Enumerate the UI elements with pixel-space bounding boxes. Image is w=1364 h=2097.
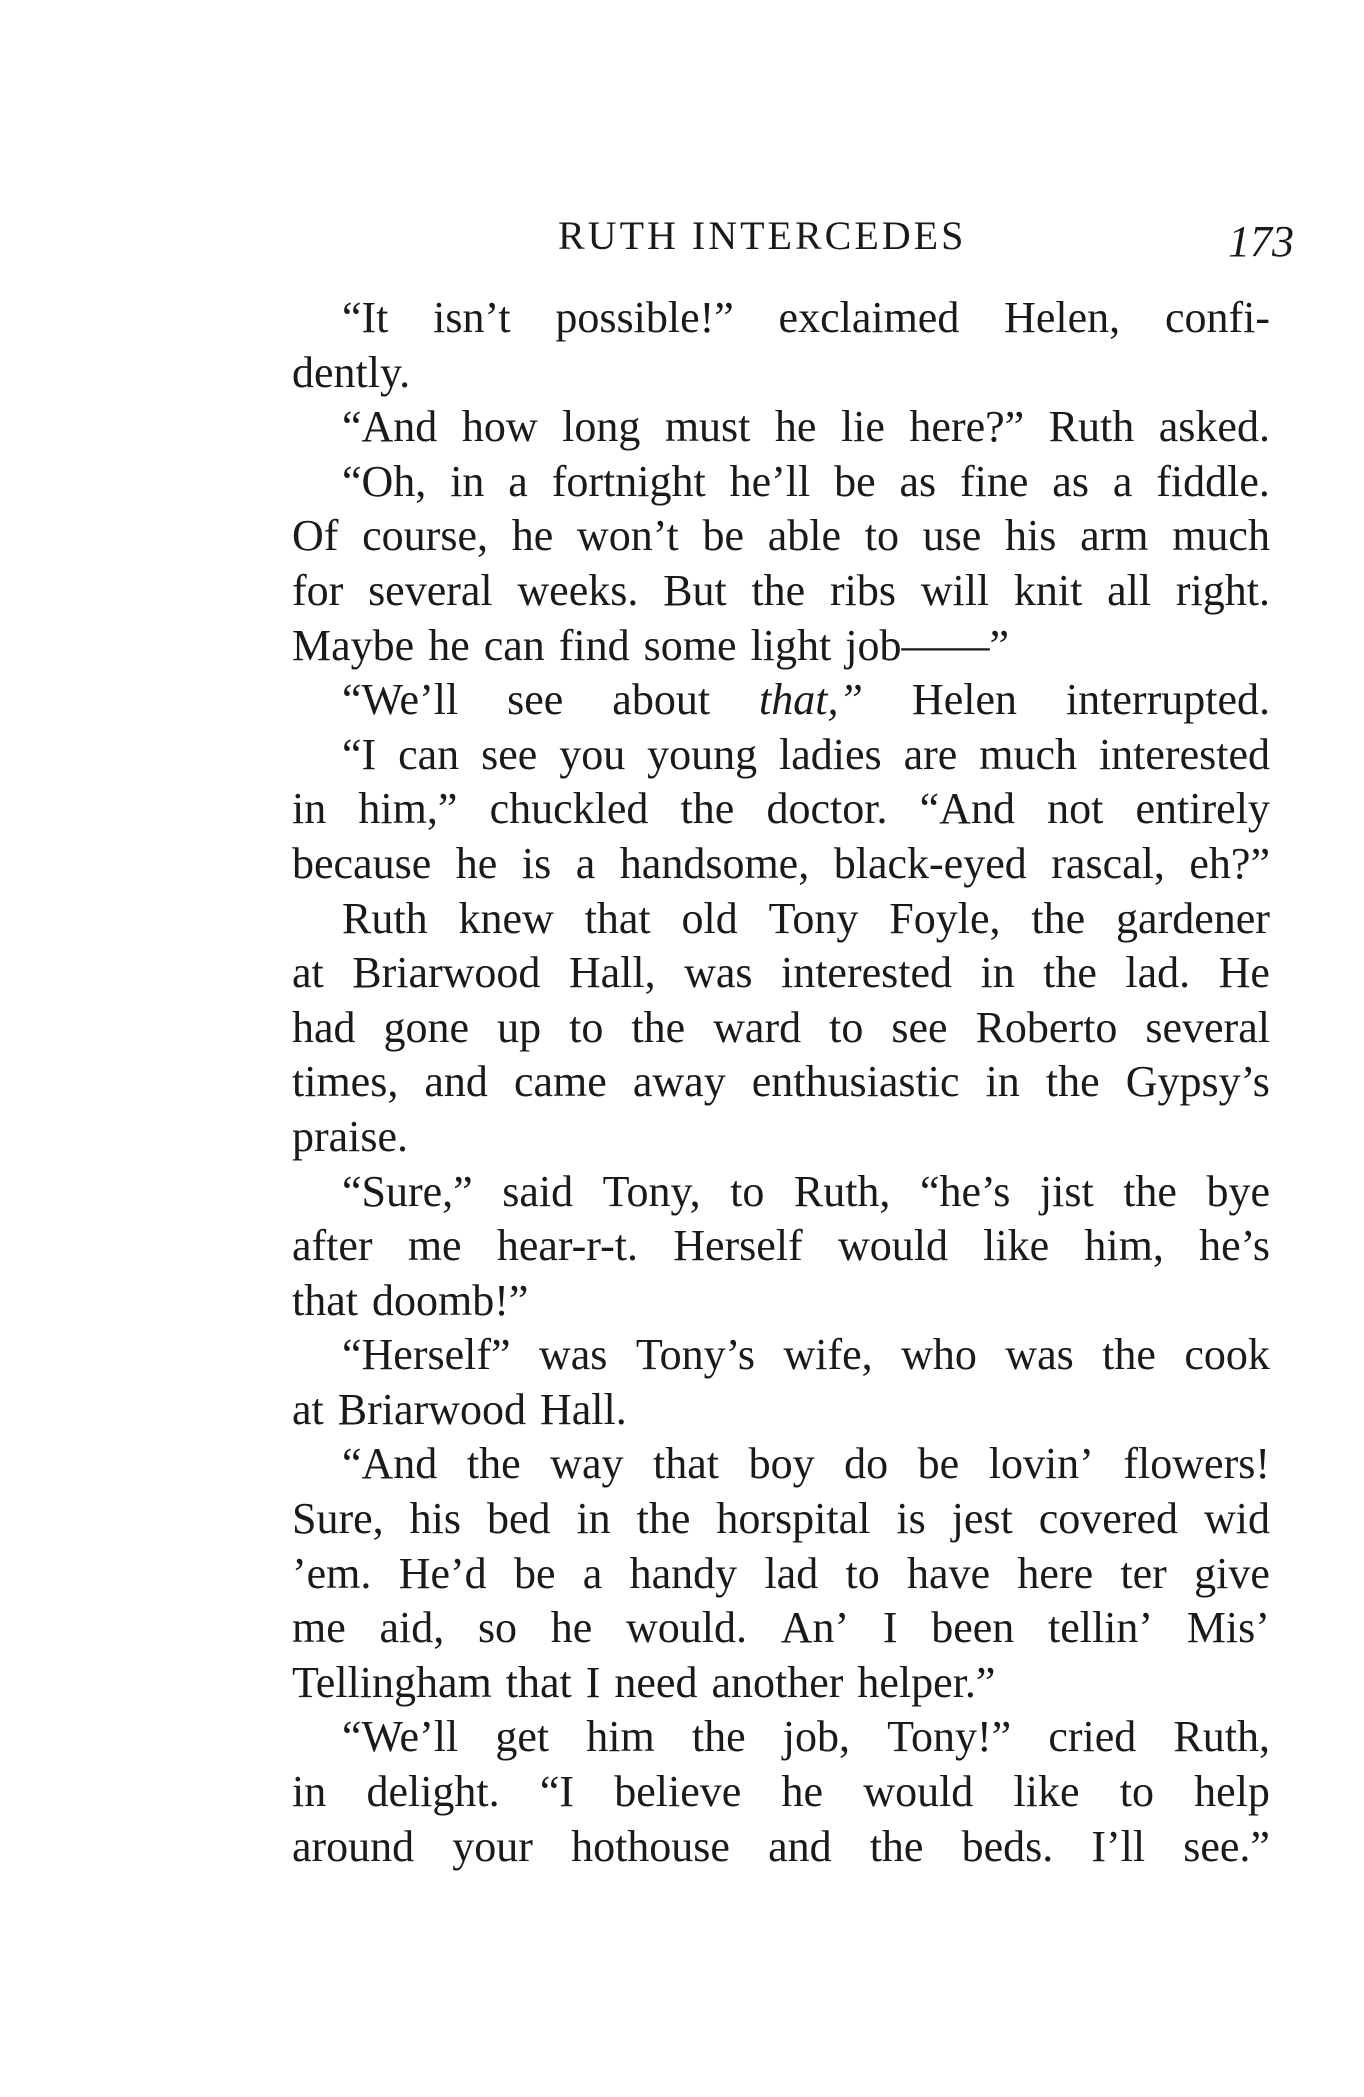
word: interrupted.: [1065, 675, 1270, 725]
word: tellin’: [1047, 1603, 1154, 1653]
word: some: [643, 620, 737, 670]
word: in: [292, 784, 327, 834]
word: boy: [748, 1439, 815, 1489]
word: ter: [1120, 1548, 1167, 1598]
text-line: [292, 1274, 1270, 1329]
word: here: [1017, 1548, 1094, 1598]
word: was: [684, 948, 753, 998]
page-number: 173: [1228, 217, 1294, 266]
word: Helen,: [1004, 293, 1121, 342]
word: a: [1112, 456, 1133, 506]
word: Ruth: [1048, 402, 1135, 452]
text-line: [292, 1547, 1270, 1602]
word: be: [834, 456, 876, 506]
word: see: [891, 1002, 948, 1052]
word: because: [292, 838, 432, 888]
word: ward: [713, 1002, 802, 1052]
word: much: [979, 729, 1078, 779]
word: lie: [840, 402, 885, 452]
word: But: [663, 565, 727, 615]
word: Sure,: [292, 1494, 384, 1544]
word: the: [691, 1712, 746, 1762]
word: be: [513, 1548, 556, 1598]
italic-word: that,”: [759, 675, 863, 725]
word: who: [901, 1330, 977, 1380]
text-line: [292, 1001, 1270, 1056]
word: believe: [614, 1767, 742, 1817]
text-line: [292, 564, 1270, 619]
word: was: [538, 1330, 608, 1380]
word: light: [750, 620, 832, 670]
word: had: [292, 1002, 356, 1052]
word: use: [922, 511, 982, 561]
word: was: [1005, 1330, 1074, 1380]
word: said: [502, 1166, 574, 1216]
word: the: [1102, 1330, 1156, 1380]
word: and: [768, 1821, 832, 1871]
text-line: [292, 1165, 1270, 1220]
word: Herself: [673, 1221, 803, 1271]
text-line: [292, 1765, 1270, 1820]
word: Foyle,: [889, 893, 1001, 943]
word: long: [562, 402, 641, 452]
word: another: [711, 1657, 844, 1707]
word: he: [511, 511, 554, 561]
word: so: [477, 1603, 518, 1653]
word: up: [497, 1002, 542, 1052]
word: interested: [780, 948, 953, 998]
running-title: RUTH INTERCEDES: [558, 213, 967, 258]
word: can: [398, 729, 460, 779]
word: bed: [486, 1494, 551, 1544]
word: your: [452, 1821, 533, 1871]
word: “Herself”: [342, 1330, 511, 1380]
word: that: [584, 893, 651, 943]
word: interested: [1098, 729, 1270, 779]
word: must: [664, 402, 751, 452]
text-line: [292, 946, 1270, 1001]
text-line: [292, 1383, 1270, 1438]
text-line: [292, 1219, 1270, 1274]
word: I: [882, 1603, 898, 1653]
word: you: [559, 729, 626, 779]
word: hothouse: [571, 1821, 730, 1871]
word: “We’ll: [342, 675, 459, 725]
word: find: [558, 620, 630, 670]
body-text: [292, 291, 1270, 1874]
word: he’ll: [729, 456, 811, 506]
word: how: [461, 402, 538, 452]
word: Tellingham: [292, 1657, 492, 1707]
word: the: [1043, 948, 1097, 998]
word: handsome,: [619, 838, 810, 888]
word: have: [907, 1548, 991, 1598]
text-line: [292, 1110, 1270, 1165]
word: cook: [1184, 1330, 1270, 1380]
word: not: [1047, 784, 1104, 834]
word: fortnight: [551, 456, 706, 506]
text-line: [292, 509, 1270, 564]
word: around: [292, 1821, 415, 1871]
word: dently.: [292, 347, 411, 397]
word: that: [505, 1657, 572, 1707]
word: arm: [1080, 511, 1149, 561]
word: the: [1123, 1166, 1177, 1216]
word: at: [292, 1384, 324, 1434]
word: aid,: [379, 1603, 445, 1653]
word: cried: [1048, 1712, 1137, 1762]
word: to: [730, 1166, 765, 1216]
word: job,: [782, 1712, 851, 1762]
word: horspital: [716, 1494, 871, 1544]
word: I: [585, 1657, 601, 1707]
word: Ruth,: [1173, 1712, 1270, 1762]
word: he: [455, 838, 498, 888]
word: Maybe: [292, 620, 415, 670]
word: isn’t: [433, 293, 511, 342]
word: the: [751, 565, 806, 615]
word: would.: [626, 1603, 747, 1653]
word: Tony’s: [635, 1330, 756, 1380]
word: gone: [383, 1002, 470, 1052]
word: like: [983, 1221, 1050, 1271]
word: he: [781, 1767, 824, 1817]
word: been: [931, 1603, 1015, 1653]
word: eh?”: [1189, 838, 1270, 888]
word: jest: [951, 1494, 1013, 1544]
word: exclaimed: [778, 293, 960, 342]
word: ribs: [829, 565, 896, 615]
word: confi-: [1164, 293, 1270, 342]
word: to: [864, 511, 899, 561]
word: fiddle.: [1156, 456, 1270, 506]
word: is: [896, 1494, 926, 1544]
word: give: [1194, 1548, 1270, 1598]
word: to: [829, 1002, 864, 1052]
word: several: [1145, 1002, 1270, 1052]
word: asked.: [1158, 402, 1270, 452]
word: “I: [342, 729, 377, 779]
word: would: [863, 1767, 974, 1817]
word: hear-r-t.: [496, 1221, 638, 1271]
word: won’t: [576, 511, 679, 561]
text-line: [292, 1710, 1270, 1765]
word: “It: [342, 293, 389, 342]
word: in: [985, 1057, 1020, 1107]
word: times,: [292, 1057, 399, 1107]
word: He’d: [398, 1548, 487, 1598]
word: Hall.: [539, 1384, 627, 1434]
text-line: [292, 892, 1270, 947]
word: the: [1031, 893, 1086, 943]
text-line: [292, 1328, 1270, 1383]
word: weeks.: [517, 565, 639, 615]
word: and: [424, 1057, 488, 1107]
word: [759, 673, 863, 728]
running-head: [0, 212, 1364, 266]
text-line: [292, 728, 1270, 783]
word: ladies: [779, 729, 882, 779]
word: gardener: [1116, 893, 1270, 943]
word: “And: [919, 784, 1015, 834]
word: help: [1194, 1767, 1270, 1817]
text-line: [292, 455, 1270, 510]
word: would: [837, 1221, 948, 1271]
word: entirely: [1135, 784, 1270, 834]
word: lad.: [1125, 948, 1191, 998]
word: a: [508, 456, 528, 506]
word: “I: [539, 1767, 575, 1817]
word: bye: [1206, 1166, 1270, 1216]
word: the: [680, 784, 735, 834]
word: lad: [764, 1548, 819, 1598]
word: him,: [1084, 1221, 1164, 1271]
word: in: [576, 1494, 611, 1544]
word: several: [368, 565, 493, 615]
word: Tony!”: [887, 1712, 1012, 1762]
word: job——”: [845, 620, 1010, 670]
word: to: [1119, 1767, 1154, 1817]
word: as: [899, 456, 937, 506]
word: he: [550, 1603, 593, 1653]
word: Gypsy’s: [1125, 1057, 1270, 1107]
word: in: [450, 456, 485, 506]
word: He: [1218, 948, 1270, 998]
word: knit: [1013, 565, 1083, 615]
word: see.”: [1183, 1821, 1270, 1871]
word: as: [1052, 456, 1089, 506]
word: is: [521, 838, 552, 888]
word: jist: [1039, 1166, 1094, 1216]
word: need: [614, 1657, 698, 1707]
word: praise.: [292, 1111, 409, 1161]
word: doctor.: [766, 784, 888, 834]
text-line: [292, 1437, 1270, 1492]
word: Tony,: [602, 1166, 701, 1216]
word: the: [631, 1002, 686, 1052]
word: do: [844, 1439, 889, 1489]
word: the: [1045, 1057, 1100, 1107]
word: “he’s: [919, 1166, 1011, 1216]
text-line: [292, 1820, 1270, 1875]
word: him: [586, 1712, 655, 1762]
word: young: [647, 729, 758, 779]
word: a: [582, 1548, 603, 1598]
word: will: [920, 565, 990, 615]
word: right.: [1175, 565, 1270, 615]
word: helper.”: [857, 1657, 996, 1707]
word: me: [292, 1603, 346, 1653]
word: the: [636, 1494, 691, 1544]
word: in: [292, 1767, 327, 1817]
word: Briarwood: [352, 948, 541, 998]
word: that: [653, 1439, 720, 1489]
word: much: [1172, 511, 1270, 561]
text-line: [292, 1656, 1270, 1711]
word: all: [1107, 565, 1152, 615]
word: get: [495, 1712, 550, 1762]
word: be: [702, 511, 745, 561]
text-line: [292, 1055, 1270, 1110]
word: me: [407, 1221, 462, 1271]
word: “And: [342, 1439, 438, 1489]
word: him,”: [358, 784, 458, 834]
word: lovin’: [988, 1439, 1094, 1489]
text-line: [292, 291, 1270, 346]
word: he: [428, 620, 470, 670]
word: here?”: [909, 402, 1025, 452]
word: “Sure,”: [342, 1166, 473, 1216]
word: handy: [629, 1548, 738, 1598]
text-line: [292, 1601, 1270, 1656]
word: Roberto: [975, 1002, 1118, 1052]
word: able: [767, 511, 842, 561]
word: the: [869, 1821, 924, 1871]
word: he: [774, 402, 817, 452]
word: his: [1005, 511, 1057, 561]
word: fine: [960, 456, 1029, 506]
word: rascal,: [1051, 838, 1165, 888]
word: away: [632, 1057, 726, 1107]
word: Briarwood: [337, 1384, 526, 1434]
word: like: [1013, 1767, 1080, 1817]
text-line: [292, 400, 1270, 455]
word: he’s: [1199, 1221, 1270, 1271]
word: Of: [292, 511, 339, 561]
word: in: [980, 948, 1015, 998]
word: came: [513, 1057, 607, 1107]
word: flowers!: [1123, 1439, 1270, 1489]
word: doomb!”: [371, 1275, 529, 1325]
text-line: [292, 346, 1270, 401]
text-line: [292, 673, 1270, 728]
word: “And: [342, 402, 438, 452]
word: way: [550, 1439, 624, 1489]
word: enthusiastic: [751, 1057, 960, 1107]
word: be: [917, 1439, 960, 1489]
word: are: [903, 729, 958, 779]
text-line: [292, 837, 1270, 892]
word: Ruth: [342, 893, 428, 943]
word: can: [483, 620, 545, 670]
word: “Oh,: [342, 456, 427, 506]
text-line: [292, 782, 1270, 837]
text-line: [292, 619, 1270, 674]
word: Ruth,: [793, 1166, 891, 1216]
word: possible!”: [555, 293, 734, 342]
word: his: [409, 1494, 461, 1544]
word: about: [612, 675, 711, 725]
word: a: [575, 838, 596, 888]
word: delight.: [366, 1767, 500, 1817]
word: at: [292, 948, 324, 998]
word: see: [507, 675, 564, 725]
word: course,: [362, 511, 488, 561]
word: Tony: [768, 893, 859, 943]
word: Helen: [911, 675, 1017, 725]
word: Mis’: [1186, 1603, 1270, 1653]
word: ’em.: [292, 1548, 372, 1598]
word: that: [292, 1275, 358, 1325]
word: see: [481, 729, 538, 779]
word: old: [681, 893, 738, 943]
word: knew: [458, 893, 554, 943]
word: beds.: [961, 1821, 1054, 1871]
word: chuckled: [489, 784, 649, 834]
word: to: [845, 1548, 880, 1598]
word: black-eyed: [833, 838, 1027, 888]
word: I’ll: [1091, 1821, 1146, 1871]
word: “We’ll: [342, 1712, 459, 1762]
word: Hall,: [568, 948, 656, 998]
word: for: [292, 565, 344, 615]
word: An’: [780, 1603, 850, 1653]
word: wife,: [783, 1330, 873, 1380]
word: the: [466, 1439, 521, 1489]
word: to: [569, 1002, 604, 1052]
word: covered: [1038, 1494, 1178, 1544]
text-line: [292, 1492, 1270, 1547]
word: wid: [1203, 1494, 1270, 1544]
word: after: [292, 1221, 373, 1271]
